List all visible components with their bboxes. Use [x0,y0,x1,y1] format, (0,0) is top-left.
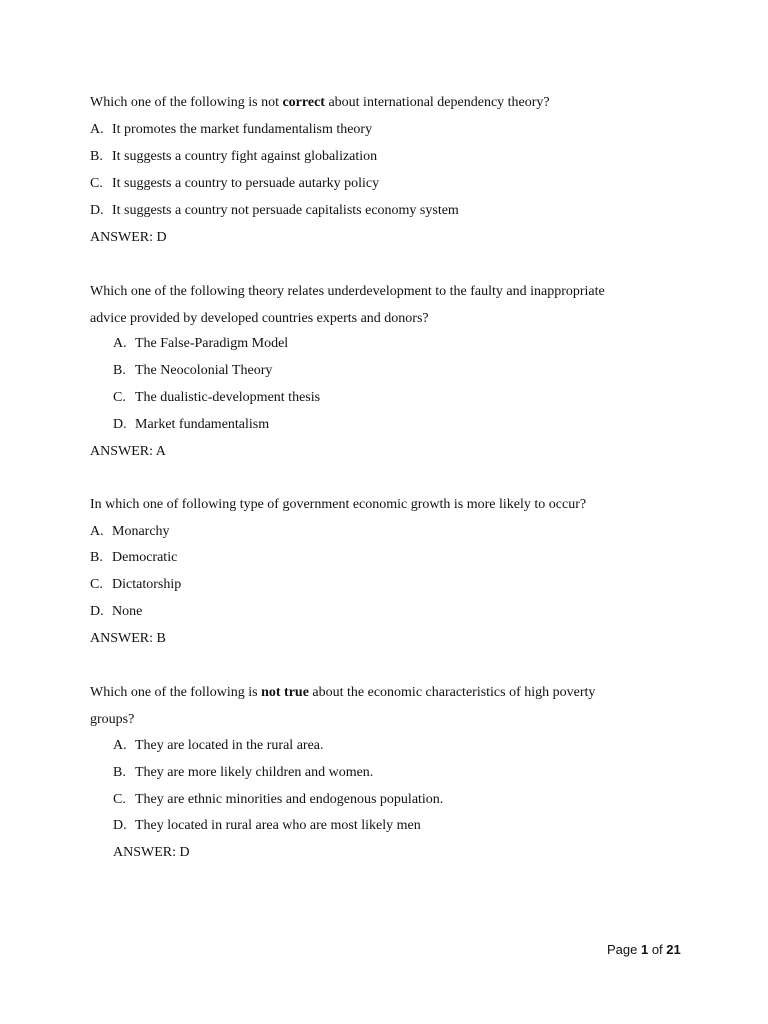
question-4-stem-post: about the economic characteristics of high poverty [308,685,596,700]
question-2-stem-line-1: Which one of the following theory relates underdevelopment to the faulty and inappropriate [90,284,605,299]
page-number-footer [607,942,681,957]
question-3-stem: In which one of following type of government economic growth is more likely to occur? [90,497,587,512]
question-3-option-b: B. Democratic [90,550,178,565]
question-4-option-d: D. They located in rural area who are most likely men [113,818,421,833]
question-4-stem-pre: Which one of the following is [90,685,262,700]
question-2-option-d: D. Market fundamentalism [113,417,270,432]
page-total: 21 [666,942,681,957]
question-2-stem-line-2: advice provided by developed countries experts and donors? [90,311,429,326]
question-1-option-b: B. It suggests a country fight against globalization [90,149,378,164]
question-3-answer: ANSWER: B [90,631,166,646]
page-current: 1 [640,942,649,957]
question-4-option-a: A. They are located in the rural area. [113,738,324,753]
question-4-stem-bold: not true [261,685,309,700]
question-3-option-a: A. Monarchy [90,524,170,539]
question-4-option-c: C. They are ethnic minorities and endogenous population. [113,792,444,807]
question-1-stem-post: about international dependency theory? [324,95,550,110]
question-1-answer: ANSWER: D [90,230,167,245]
question-4-stem [90,684,595,702]
question-3-option-d: D. None [90,604,143,619]
page-label: Page [607,942,641,957]
question-3-option-c: C. Dictatorship [90,577,182,592]
question-1-option-d: D. It suggests a country not persuade capitalists economy system [90,203,459,218]
question-4-answer: ANSWER: D [113,845,190,860]
question-1-option-c: C. It suggests a country to persuade autarky policy [90,176,380,191]
question-2-option-b: B. The Neocolonial Theory [113,363,273,378]
question-1-stem-pre: Which one of the following is not [90,95,283,110]
question-4-stem-line-2: groups? [90,712,135,727]
question-1-stem [90,94,550,112]
question-2-option-a: A. The False-Paradigm Model [113,336,289,351]
question-2-option-c: C. The dualistic-development thesis [113,390,321,405]
question-2-answer: ANSWER: A [90,444,166,459]
question-1-stem-bold: correct [282,95,325,110]
question-1-option-a: A. It promotes the market fundamentalism theory [90,122,373,137]
question-4-option-b: B. They are more likely children and women. [113,765,374,780]
page-of-label: of [648,942,667,957]
